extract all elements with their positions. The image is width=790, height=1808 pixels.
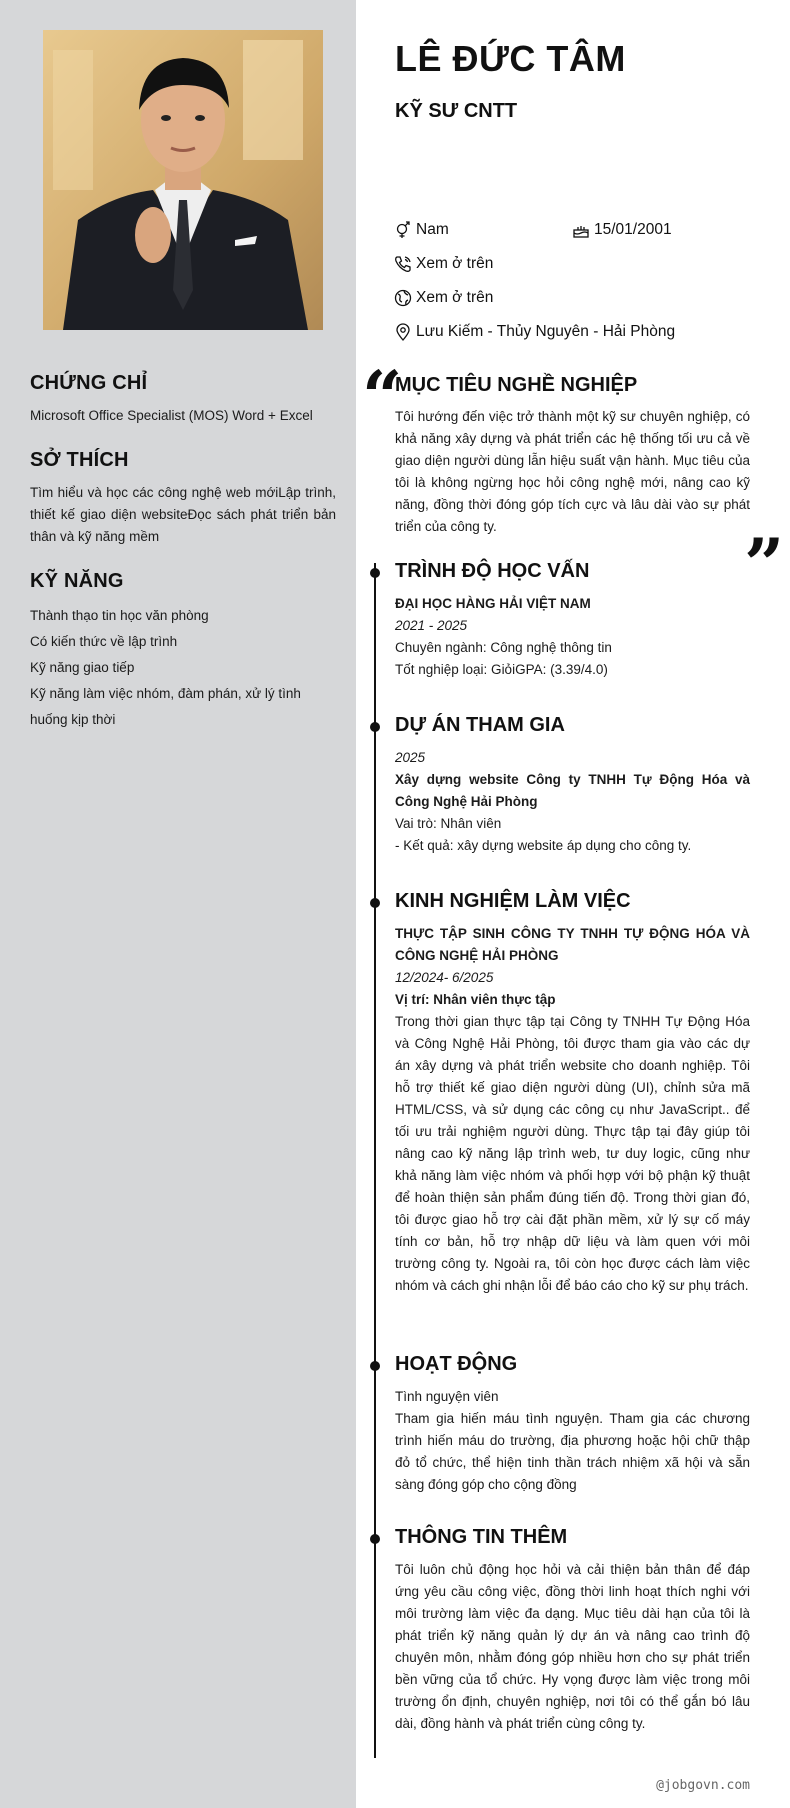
activity-description: Tham gia hiến máu tình nguyện. Tham gia các chương trình hiến máu do trường, địa phương hoặc hội chữ thập đỏ tổ chức, thể hiện tinh thần trách nhiệm xã hội và sẵn sàng đóng góp cho cộng đồng: [395, 1411, 750, 1492]
skill-item: Có kiến thức về lập trình: [30, 634, 178, 649]
cake-icon: [572, 221, 590, 239]
gender-value: Nam: [416, 221, 449, 238]
hobbies-title: SỞ THÍCH: [30, 449, 129, 471]
phone-icon: [394, 255, 412, 273]
timeline-dot: [370, 1534, 380, 1544]
education-period: 2021 - 2025: [395, 618, 468, 633]
gender-icon: [394, 221, 412, 239]
website-info: [394, 289, 493, 307]
watermark: @jobgovn.com: [656, 1778, 750, 1793]
activities-title: HOẠT ĐỘNG: [395, 1353, 518, 1375]
experience-description: Trong thời gian thực tập tại Công ty TNHH Tự Động Hóa và Công Nghệ Hải Phòng, tôi được tham gia vào các dự án xây dựng và phát triển website cho doanh nghiệp. Tôi hỗ trợ thiết kế giao diện người dùng (UI), chỉnh sửa mã HTML/CSS, và sử dụng các công cụ như JavaScript.. để tối ưu trải nghiệm người dùng. Thực tập tại đây giúp tôi nâng cao kỹ năng lập trình web, tư duy logic, cũng như khả năng làm việc nhóm và phối hợp với bộ phận kỹ thuật để hoàn thiện sản phẩm đúng tiến độ. Trong thời gian đó, tôi được giao hỗ trợ cài đặt phần mềm, xử lý sự cố máy tính cơ bản, hỗ trợ nhập dữ liệu và làm quen với môi trường công ty. Ngoài ra, tôi còn học được cách làm việc nhóm và cách ghi nhận lỗi để báo cáo cho kỹ sư phụ trách.: [395, 1014, 750, 1293]
phone-value: Xem ở trên: [416, 255, 494, 272]
projects-title: DỰ ÁN THAM GIA: [395, 714, 565, 736]
skills-section: [30, 570, 336, 733]
skills-title: KỸ NĂNG: [30, 570, 124, 592]
location-pin-icon: [394, 323, 412, 341]
objective-title: MỤC TIÊU NGHỀ NGHIỆP: [395, 374, 638, 396]
birthday-value: 15/01/2001: [594, 221, 672, 238]
address-value: Lưu Kiếm - Thủy Nguyên - Hải Phòng: [416, 323, 676, 340]
additional-title: THÔNG TIN THÊM: [395, 1526, 568, 1548]
project-result: - Kết quả: xây dựng website áp dụng cho công ty.: [395, 838, 692, 853]
close-quote-icon: ”: [744, 523, 785, 606]
hobbies-section: [30, 449, 336, 548]
birthday-info: [572, 221, 672, 239]
profile-photo: [43, 30, 323, 330]
activity-name: Tình nguyện viên: [395, 1389, 499, 1404]
portrait-image: [43, 30, 323, 330]
timeline-dot: [370, 722, 380, 732]
timeline-dot: [370, 568, 380, 578]
education-section: [395, 560, 750, 681]
experience-section: [395, 890, 750, 1297]
full-name: LÊ ĐỨC TÂM: [395, 38, 626, 79]
certificates-title: CHỨNG CHỈ: [30, 372, 148, 394]
timeline-dot: [370, 1361, 380, 1371]
experience-company: THỰC TẬP SINH CÔNG TY TNHH TỰ ĐỘNG HÓA VÀ CÔNG NGHỆ HẢI PHÒNG: [395, 926, 750, 963]
objective-text: Tôi hướng đến việc trở thành một kỹ sư chuyên nghiệp, có khả năng xây dựng và phát triển các hệ thống tối ưu cả về giao diện người dùng lẫn hiệu suất vận hành. Mục tiêu của tôi là không ngừng học hỏi công nghệ mới, nâng cao kỹ năng, đồng thời đóng góp tích cực và lâu dài vào sự phát triển của công ty.: [395, 409, 750, 534]
project-year: 2025: [395, 750, 426, 765]
skill-item: Thành thạo tin học văn phòng: [30, 608, 209, 623]
project-name: Xây dựng website Công ty TNHH Tự Động Hóa và Công Nghệ Hải Phòng: [395, 772, 750, 809]
experience-period: 12/2024- 6/2025: [395, 970, 494, 985]
job-title: KỸ SƯ CNTT: [395, 100, 518, 122]
certificates-section: [30, 372, 336, 427]
website-value: Xem ở trên: [416, 289, 494, 306]
additional-text: Tôi luôn chủ động học hỏi và cải thiện bản thân để đáp ứng yêu cầu công việc, đồng thời linh hoạt thích nghi với môi trường làm việc đa dạng. Mục tiêu dài hạn của tôi là phát triển kỹ năng quản lý dự án và nâng cao trình độ chuyên môn, nhằm đóng góp nhiều hơn cho sự phát triển bền vững của tổ chức. Hy vọng được làm việc trong môi trường ổn định, chuyên nghiệp, nơi tôi có thể gắn bó lâu dài, đồng hành và phát triển cùng công ty.: [395, 1562, 750, 1731]
address-info: [394, 323, 675, 341]
phone-info: [394, 255, 493, 273]
globe-icon: [394, 289, 412, 307]
activities-section: [395, 1353, 750, 1496]
hobbies-text: Tìm hiểu và học các công nghệ web mớiLập trình, thiết kế giao diện websiteĐọc sách phát triển bản thân và kỹ năng mềm: [30, 485, 336, 544]
projects-section: [395, 714, 750, 857]
additional-section: [395, 1526, 750, 1735]
timeline-dot: [370, 898, 380, 908]
experience-title: KINH NGHIỆM LÀM VIỆC: [395, 890, 631, 912]
experience-position: Vị trí: Nhân viên thực tập: [395, 992, 556, 1007]
open-quote-icon: “: [362, 355, 403, 438]
skill-item: Kỹ năng giao tiếp: [30, 660, 135, 675]
skill-item: Kỹ năng làm việc nhóm, đàm phán, xử lý tình huống kịp thời: [30, 686, 301, 727]
school-name: ĐẠI HỌC HÀNG HẢI VIỆT NAM: [395, 596, 591, 611]
gender-info: [394, 221, 449, 239]
education-grade: Tốt nghiệp loại: GiỏiGPA: (3.39/4.0): [395, 662, 608, 677]
education-title: TRÌNH ĐỘ HỌC VẤN: [395, 560, 590, 582]
certificates-text: Microsoft Office Specialist (MOS) Word + Excel: [30, 408, 313, 423]
project-role: Vai trò: Nhân viên: [395, 816, 502, 831]
timeline-line: [374, 563, 376, 1758]
sidebar: [0, 0, 356, 1808]
education-major: Chuyên ngành: Công nghệ thông tin: [395, 640, 612, 655]
